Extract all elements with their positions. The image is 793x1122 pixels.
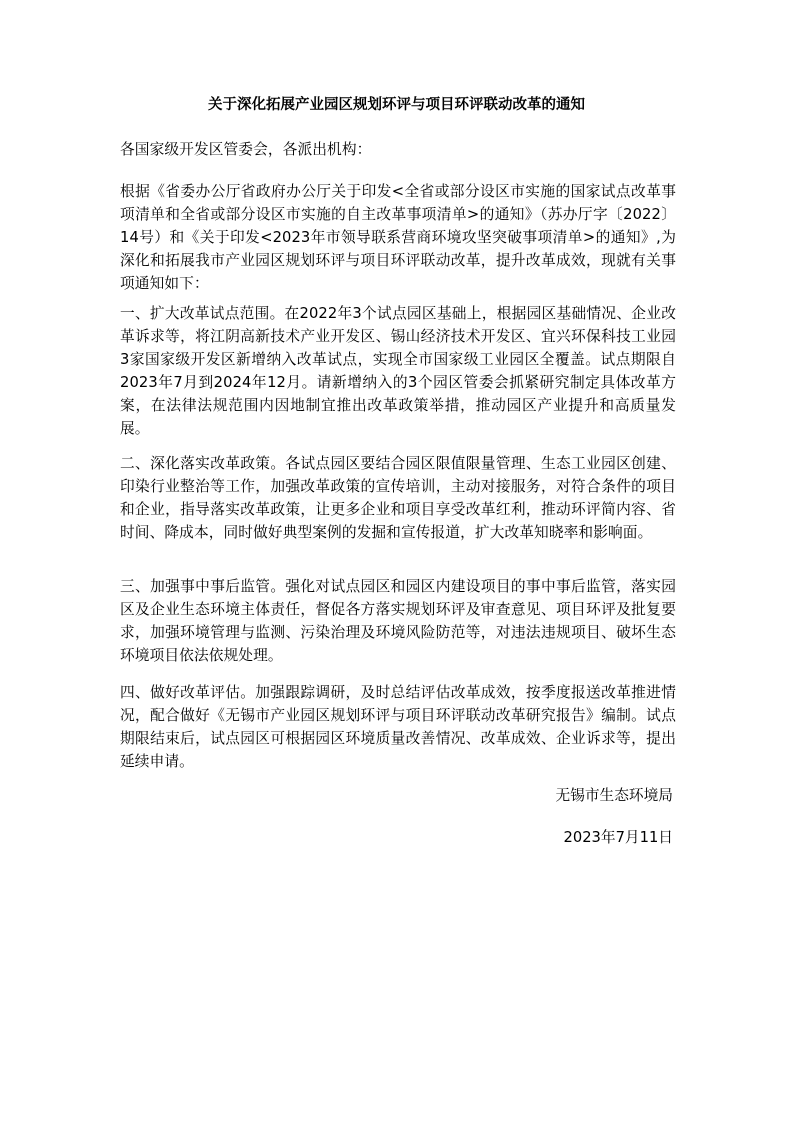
section-3-paragraph: 三、加强事中事后监管。强化对试点园区和园区内建设项目的事中事后监管，落实园区及企业生态环境主体责任，督促各方落实规划环评及审查意见、项目环评及批复要求，加强环境管理与监测、污染治理及环境风险防范等，对违法违规项目、破坏生态环境项目依法依规处理。 (120, 578, 676, 664)
section-4-paragraph: 四、做好改革评估。加强跟踪调研，及时总结评估改革成效，按季度报送改革推进情况，配合做好《无锡市产业园区规划环评与项目环评联动改革研究报告》编制。试点期限结束后，试点园区可根据园区环境质量改善情况、改革成效、企业诉求等，提出延续申请。 (120, 684, 676, 770)
intro-paragraph: 根据《省委办公厅省政府办公厅关于印发<全省或部分设区市实施的国家试点改革事项清单和全省或部分设区市实施的自主改革事项清单>的通知》（苏办厅字〔2022〕14号）和《关于印发<2023年市领导联系营商环境攻坚突破事项清单>的通知》,为深化和拓展我市产业园区规划环评与项目环评联动改革，提升改革成效，现就有关事项通知如下： (120, 183, 676, 292)
section-2-paragraph: 二、深化落实改革政策。各试点园区要结合园区限值限量管理、生态工业园区创建、印染行业整治等工作，加强改革政策的宣传培训，主动对接服务，对符合条件的项目和企业，指导落实改革政策，让更多企业和项目享受改革红利，推动环评简内容、省时间、降成本，同时做好典型案例的发掘和宣传报道，扩大改革知晓率和影响面。 (120, 455, 676, 541)
issue-date: 2023年7月11日 (563, 829, 673, 846)
document-title: 关于深化拓展产业园区规划环评与项目环评联动改革的通知 (208, 97, 585, 113)
salutation: 各国家级开发区管委会，各派出机构： (120, 141, 372, 158)
section-1-paragraph: 一、扩大改革试点范围。在2022年3个试点园区基础上，根据园区基础情况、企业改革诉求等，将江阴高新技术产业开发区、锡山经济技术开发区、宜兴环保科技工业园3家国家级开发区新增纳入改革试点，实现全市国家级工业园区全覆盖。试点期限自2023年7月到2024年12月。请新增纳入的3个园区管委会抓紧研究制定具体改革方案，在法律法规范围内因地制宜推出改革政策举措，推动园区产业提升和高质量发展。 (120, 305, 676, 437)
issuer-signature: 无锡市生态环境局 (555, 787, 673, 804)
